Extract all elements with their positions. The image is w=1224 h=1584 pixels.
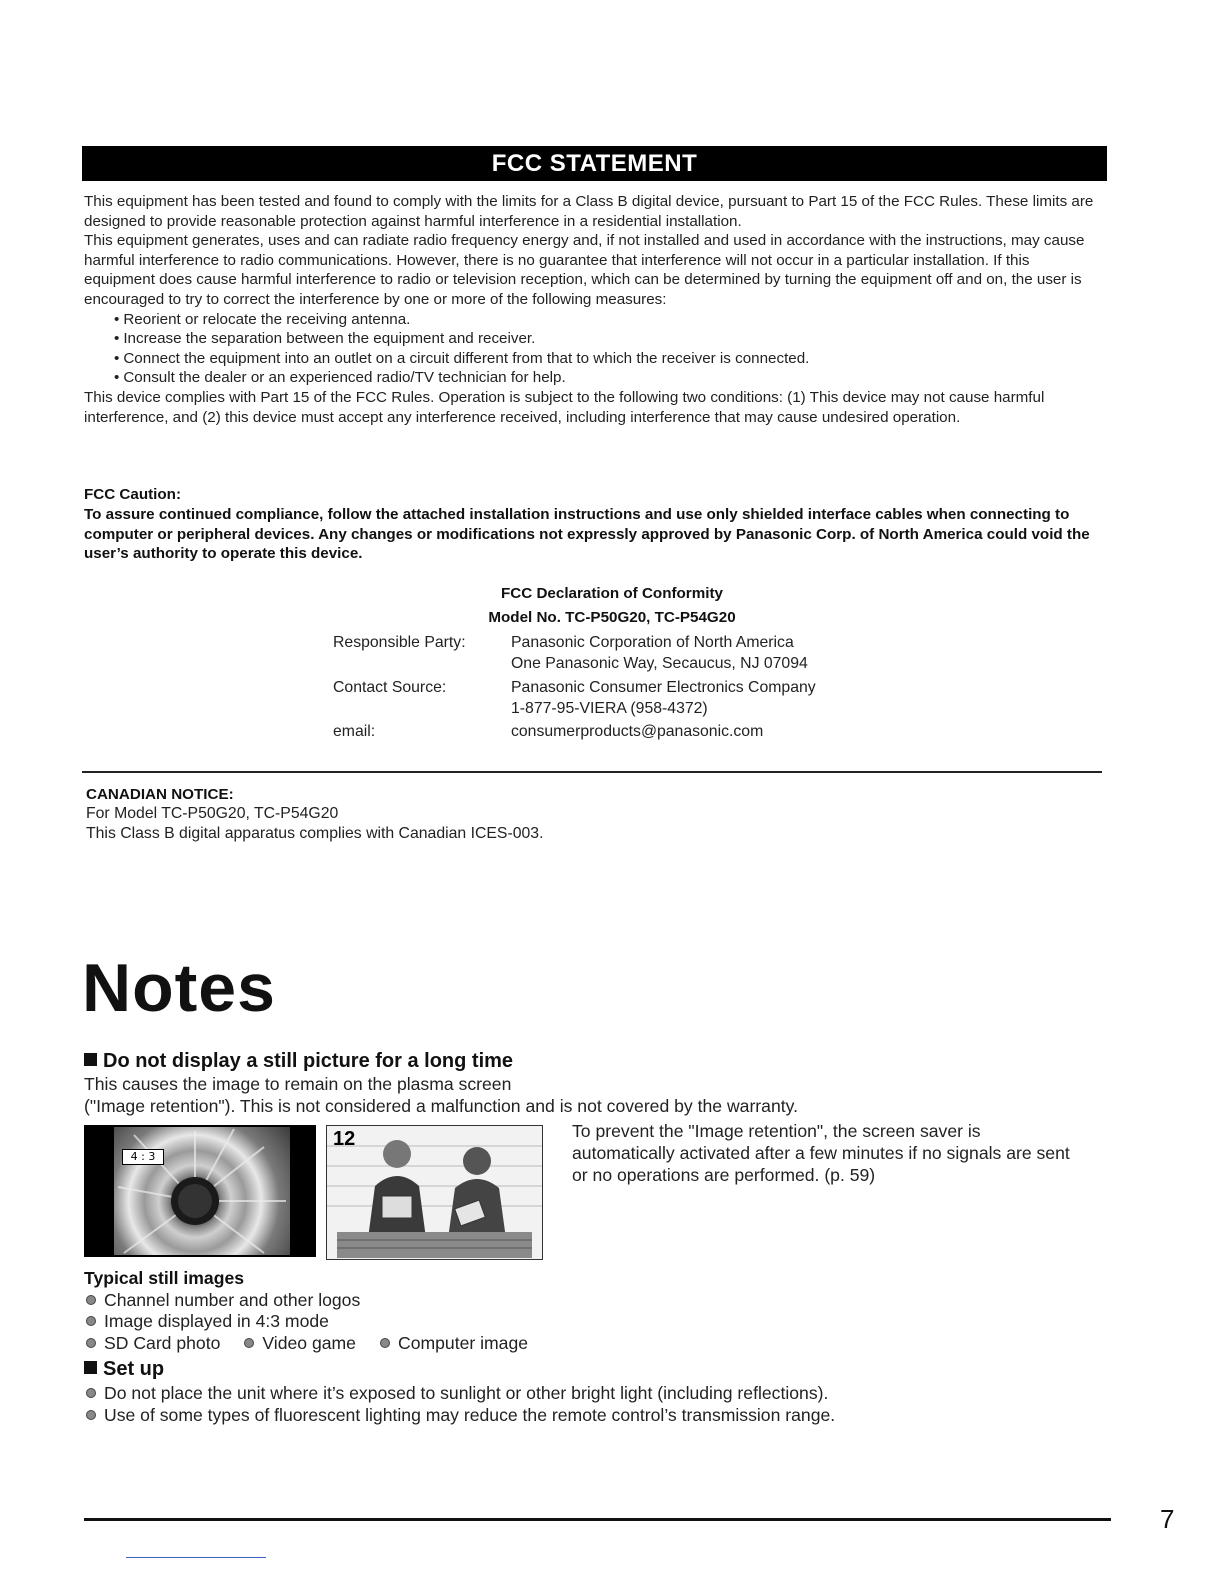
list-item: • Increase the separation between the equipment and receiver.: [114, 329, 1104, 349]
aspect-ratio-badge: 4 : 3: [122, 1149, 164, 1165]
channel-logo-example: [326, 1125, 543, 1260]
square-bullet-icon: [84, 1053, 97, 1066]
fcc-paragraph-2: This equipment generates, uses and can radiate radio frequency energy and, if not installed and used in accordance with the instructions, may cause harmful interference to radio communications. However, there is no guarantee that interference will not occur in a particular installation. If this equipment does cause harmful interference to radio or television reception, which can be determined by turning the equipment off and on, the user is encouraged to try to correct the interference by one or more of the following measures:: [84, 232, 1085, 308]
bullet-icon: [244, 1338, 254, 1348]
fcc-body: [84, 192, 1104, 427]
still-image-4-3-example: [84, 1125, 316, 1257]
square-bullet-icon: [84, 1361, 97, 1374]
declaration-title: FCC Declaration of Conformity: [501, 585, 723, 602]
bullet-icon: [86, 1338, 96, 1348]
still-picture-heading-text: Do not display a still picture for a long time: [103, 1050, 514, 1072]
tv-scene-illustration-icon: [327, 1126, 542, 1259]
still-picture-line-2: ("Image retention"). This is not considered a malfunction and is not covered by the warranty.: [84, 1096, 798, 1116]
screen-saver-note: To prevent the "Image retention", the screen saver is automatically activated after a few minutes if no signals are sent or no operations are performed. (p. 59): [572, 1121, 1070, 1185]
fcc-paragraph-1: This equipment has been tested and found to comply with the limits for a Class B digital device, pursuant to Part 15 of the FCC Rules. These limits are designed to provide reasonable protection against harmful interference in a residential installation.: [84, 193, 1094, 230]
page-number: 7: [1160, 1504, 1175, 1534]
fcc-caution-heading: FCC Caution:: [84, 486, 182, 503]
list-item: Channel number and other logos: [84, 1290, 360, 1311]
responsible-party-name: Panasonic Corporation of North America: [511, 634, 794, 651]
channel-number: 12: [333, 1128, 356, 1150]
set-up-heading-text: Set up: [103, 1358, 165, 1380]
bullet-icon: [86, 1295, 96, 1305]
fcc-paragraph-3: This device complies with Part 15 of the FCC Rules. Operation is subject to the following two conditions: (1) This device may not cause harmful interference, and (2) this device must accept any interference received, including interference that may cause undesired operation.: [84, 388, 1045, 426]
sunflower-image: [114, 1127, 290, 1255]
notes-title: Notes: [82, 950, 276, 1026]
list-item: • Connect the equipment into an outlet on a circuit different from that to which the receiver is connected.: [114, 349, 1104, 369]
fcc-statement-banner: FCC STATEMENT: [82, 146, 1107, 181]
contact-source-label: Contact Source:: [333, 679, 447, 696]
still-picture-heading: [84, 1050, 513, 1073]
still-picture-line-1: This causes the image to remain on the plasma screen: [84, 1074, 512, 1094]
declaration-model: Model No. TC-P50G20, TC-P54G20: [488, 609, 736, 626]
typical-still-images-heading: Typical still images: [84, 1268, 245, 1288]
list-item: • Consult the dealer or an experienced radio/TV technician for help.: [114, 368, 1104, 388]
bullet-icon: [86, 1410, 96, 1420]
contact-source-name: Panasonic Consumer Electronics Company: [511, 679, 816, 696]
footer-link-underline: [126, 1557, 266, 1558]
responsible-party-address: One Panasonic Way, Secaucus, NJ 07094: [511, 655, 808, 672]
footer-rule: [84, 1518, 1111, 1521]
list-item: Image displayed in 4:3 mode: [84, 1311, 329, 1332]
canadian-compliance-line: This Class B digital apparatus complies with Canadian ICES-003.: [86, 825, 544, 842]
list-item: • Reorient or relocate the receiving antenna.: [114, 310, 1104, 330]
canadian-model-line: For Model TC-P50G20, TC-P54G20: [86, 805, 339, 822]
fcc-measures-list: [84, 310, 1104, 388]
responsible-party-label: Responsible Party:: [333, 634, 466, 651]
fcc-caution-text: To assure continued compliance, follow the attached installation instructions and use only shielded interface cables when connecting to computer or peripheral devices. Any changes or modifications not expressly approved by Panasonic Corp. of North America could void the user’s authority to operate this device.: [84, 506, 1090, 563]
contact-phone: 1-877-95-VIERA (958-4372): [511, 700, 708, 717]
bullet-icon: [380, 1338, 390, 1348]
bullet-icon: [86, 1388, 96, 1398]
list-item: Use of some types of fluorescent lighting may reduce the remote control’s transmission range.: [84, 1405, 835, 1426]
canadian-notice-heading: CANADIAN NOTICE:: [86, 786, 234, 803]
set-up-heading: [84, 1358, 164, 1381]
email-value: consumerproducts@panasonic.com: [511, 723, 764, 740]
section-divider: [82, 771, 1102, 773]
bullet-icon: [86, 1316, 96, 1326]
list-item: SD Card photo Video game Computer image: [84, 1333, 528, 1354]
sunflower-petals-icon: [114, 1127, 290, 1255]
email-label: email:: [333, 723, 376, 740]
list-item: Do not place the unit where it’s exposed to sunlight or other bright light (including reflections).: [84, 1383, 828, 1404]
